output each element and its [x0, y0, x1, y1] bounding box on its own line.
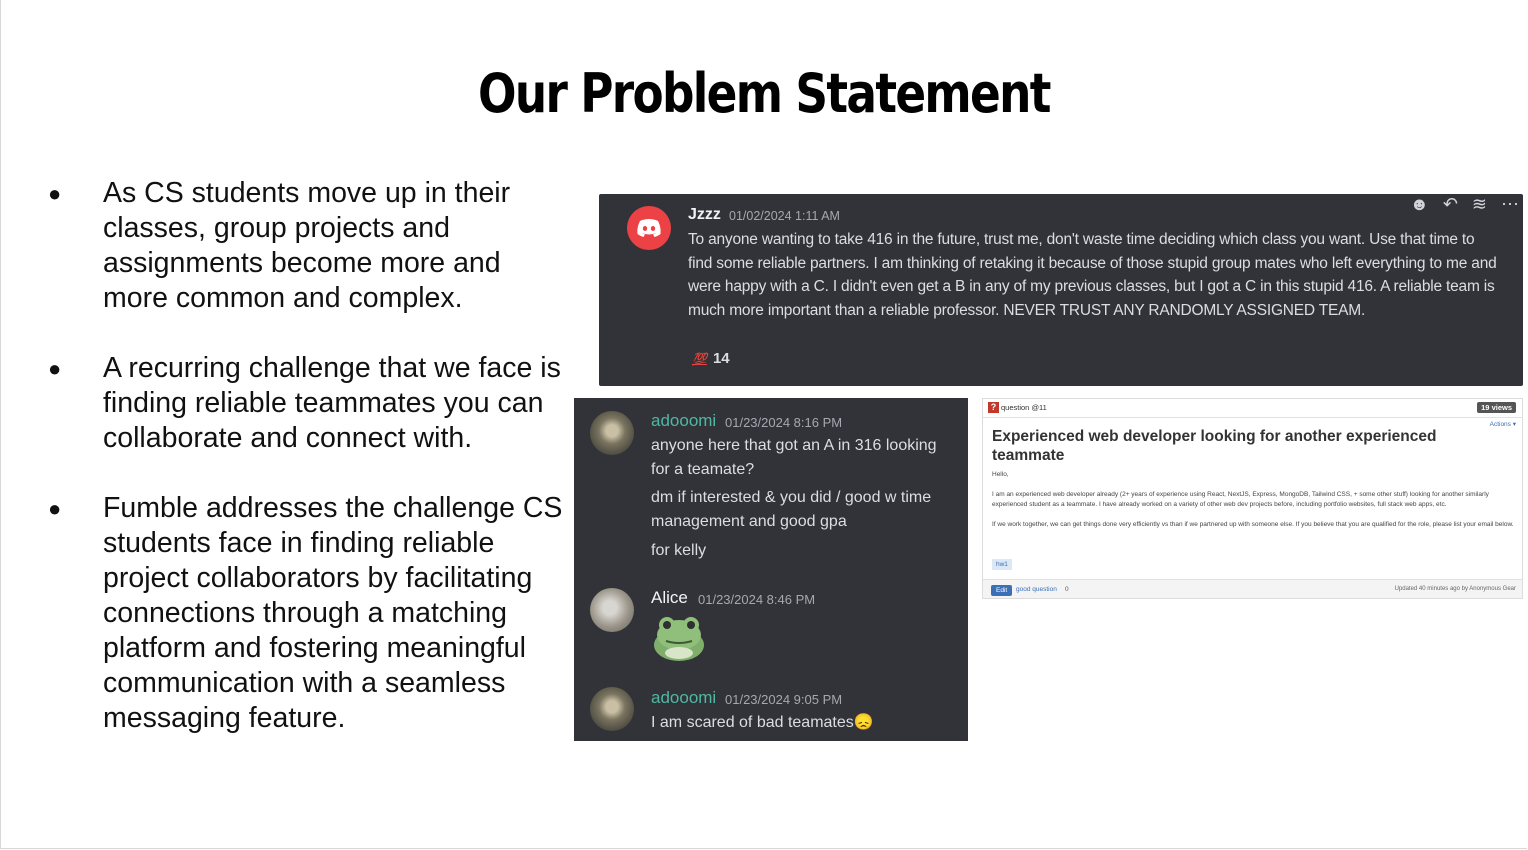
reply-icon[interactable]: ↶: [1442, 194, 1458, 214]
discord-chat-screenshot: [574, 398, 968, 741]
avatar: [590, 411, 634, 455]
add-reaction-icon[interactable]: ☻: [1409, 194, 1429, 214]
avatar: [590, 588, 634, 632]
folder-tag[interactable]: hw1: [992, 559, 1012, 570]
good-question-count: 0: [1065, 586, 1069, 593]
message-timestamp: 01/02/2024 1:11 AM: [729, 209, 840, 223]
message-timestamp: 01/23/2024 9:05 PM: [725, 692, 843, 707]
question-label: question @11: [1001, 403, 1047, 412]
message-text: dm if interested & you did / good w time management and good gpa: [651, 489, 932, 530]
post-paragraph: I am an experienced web developer already (2+ years of experience using React, NextJS, Express, MongoDB, Tailwind CSS, + some other stuff) looking for another similarly experienced student as a teammate. I have already worked on a variety of other web dev projects before, including portfolio websites, full stack web apps, etc.: [992, 491, 1489, 508]
updated-info: Updated 40 minutes ago by Anonymous Gear: [1394, 586, 1516, 592]
post-greeting: Hello,: [992, 471, 1009, 478]
bullet-item: [48, 351, 568, 456]
frog-sticker-icon: [652, 613, 706, 661]
discord-post-screenshot: [599, 194, 1523, 386]
message-text: I am scared of bad teamates😞: [651, 714, 874, 731]
more-options-icon[interactable]: ⋯: [1501, 194, 1519, 214]
bullet-item: [48, 176, 568, 316]
avatar: [590, 687, 634, 731]
piazza-post-screenshot: [982, 398, 1523, 599]
bullet-text: A recurring challenge that we face is finding reliable teammates you can collaborate and connect with.: [103, 352, 561, 454]
bullet-icon: ●: [48, 356, 62, 381]
reaction-badge[interactable]: [692, 350, 730, 367]
post-paragraph: If we work together, we can get things done very efficiently vs than if we partnered up with someone else. If you believe that you are qualified for the role, please list your email below.: [992, 521, 1514, 528]
author-name: Jzzz: [688, 206, 721, 223]
views-badge: 19 views: [1477, 402, 1516, 413]
question-icon: ?: [988, 402, 999, 413]
good-question-button[interactable]: good question: [1016, 586, 1057, 593]
reaction-count: 14: [712, 350, 730, 367]
bullet-icon: ●: [48, 496, 62, 521]
post-footer: [983, 579, 1522, 599]
hundred-emoji-icon: 💯: [692, 352, 707, 366]
actions-dropdown[interactable]: Actions ▾: [1489, 421, 1516, 428]
message-text: for kelly: [651, 542, 707, 559]
edit-button[interactable]: Edit: [991, 585, 1012, 596]
author-name: Alice: [651, 588, 688, 607]
message-toolbar: [1410, 194, 1519, 214]
bullet-text: As CS students move up in their classes, group projects and assignments become more and more common and complex.: [103, 177, 511, 314]
slide-title: Our Problem Statement: [477, 62, 1050, 125]
author-name: adooomi: [651, 411, 717, 430]
message-timestamp: 01/23/2024 8:16 PM: [725, 415, 843, 430]
bullet-list: [48, 176, 568, 771]
message-text: anyone here that got an A in 316 looking for a teamate?: [651, 437, 937, 478]
post-title: Experienced web developer looking for another experienced teammate: [992, 428, 1437, 464]
message-text: To anyone wanting to take 416 in the future, trust me, don't waste time deciding which class you want. Use that time to find some reliable partners. I am thinking of retaking it because of those stupid group mates who left everything to me and were happy with a C. I didn't even get a B in any of my previous classes, but I got a C in this stupid 416. A reliable team is much more important than a reliable professor. NEVER TRUST ANY RANDOMLY ASSIGNED TEAM.: [688, 231, 1497, 319]
bullet-item: [48, 491, 568, 736]
discord-logo-icon: [627, 206, 671, 250]
bullet-icon: ●: [48, 181, 62, 206]
message-timestamp: 01/23/2024 8:46 PM: [698, 592, 816, 607]
author-name: adooomi: [651, 688, 717, 707]
bullet-text: Fumble addresses the challenge CS students face in finding reliable project collaborators by facilitating connections through a matching platform and fostering meaningful communication with a seamless messaging feature.: [103, 492, 563, 734]
thread-icon[interactable]: ≋: [1471, 194, 1487, 214]
post-header: [983, 399, 1522, 418]
